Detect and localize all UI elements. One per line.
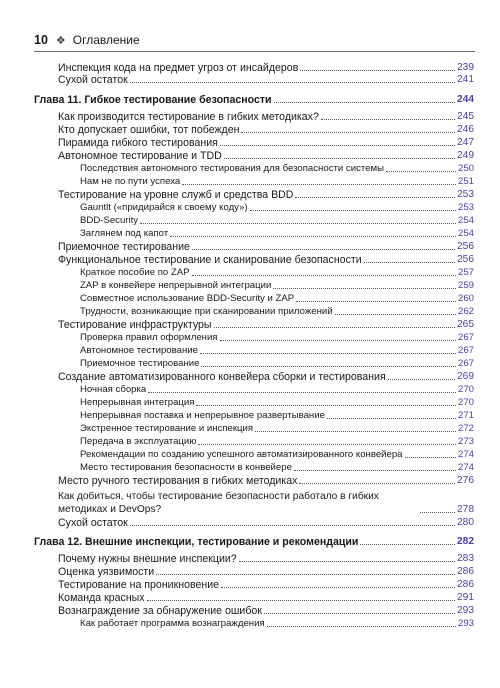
toc-leader-dots: [200, 353, 456, 354]
toc-page-number: 267: [457, 358, 474, 369]
toc-entry: [58, 319, 474, 331]
toc-page-number: 256: [457, 254, 474, 265]
toc-entry-title: Кто допускает ошибки, тот побежден: [58, 124, 240, 136]
toc-entry: [80, 449, 474, 461]
toc-page-number: 260: [457, 293, 474, 304]
toc-leader-dots: [255, 431, 456, 432]
toc-entry-title: Трудности, возникающие при сканировании приложений: [80, 306, 333, 317]
toc-page-number: 250: [457, 163, 474, 174]
toc-entry: [80, 280, 474, 292]
toc-entry-title: Непрерывная интеграция: [80, 397, 195, 408]
toc-page-number: 293: [457, 618, 474, 629]
toc-entry-title: Приемочное тестирование: [58, 241, 190, 253]
toc-leader-dots: [264, 613, 455, 614]
toc-entry-title: Передача в эксплуатацию: [80, 436, 197, 447]
toc-entry: [58, 150, 474, 162]
toc-entry-title: Рекомендации по созданию успешного автоматизированного конвейера: [80, 449, 403, 460]
toc-entry-title: Заглянем под капот: [80, 228, 169, 239]
toc-entry: [80, 358, 474, 370]
toc-entry: [80, 462, 474, 474]
toc-page-number: 270: [457, 397, 474, 408]
toc-leader-dots: [221, 587, 455, 588]
toc-leader-dots: [130, 82, 455, 83]
page-number: 10: [34, 33, 48, 47]
toc-entry-title: BDD-Security: [80, 215, 139, 226]
toc-entry: [80, 176, 474, 188]
toc-entry: [58, 490, 474, 516]
toc-entry: [80, 293, 474, 305]
toc-leader-dots: [388, 379, 455, 380]
toc-page-number: 278: [457, 504, 474, 515]
toc-entry-title: Место ручного тестирования в гибких методиках: [58, 475, 298, 487]
toc-leader-dots: [147, 600, 455, 601]
toc-leader-dots: [300, 70, 455, 71]
toc-page-number: 249: [457, 150, 474, 161]
toc-leader-dots: [220, 340, 456, 341]
toc-page-number: 280: [457, 517, 474, 528]
toc-entry: [80, 332, 474, 344]
toc-page-number: 270: [457, 384, 474, 395]
toc-page-number: 272: [457, 423, 474, 434]
toc-entry: [58, 241, 474, 253]
toc-entry-title: Ночная сборка: [80, 384, 147, 395]
toc-entry: [80, 163, 474, 175]
toc-entry-title: Последствия автономного тестирования для безопасности системы: [80, 163, 384, 174]
toc-page-number: 265: [457, 319, 474, 330]
toc-leader-dots: [241, 132, 455, 133]
running-header: [34, 33, 474, 47]
toc-entry: [80, 202, 474, 214]
toc-entry-title: Автономное тестирование и TDD: [58, 150, 222, 162]
toc-leader-dots: [170, 236, 456, 237]
toc-chapter-entry: [34, 536, 474, 548]
toc-entry-title: Инспекция кода на предмет угроз от инсайдеров: [58, 62, 299, 74]
toc-leader-dots: [201, 366, 456, 367]
toc-page-number: 254: [457, 215, 474, 226]
toc-leader-dots: [294, 470, 456, 471]
toc-entry-title: Пирамида гибкого тестирования: [58, 137, 218, 149]
toc-page-number: 274: [457, 449, 474, 460]
toc-entry-title: Приемочное тестирование: [80, 358, 200, 369]
toc-entry-title: Глава 11. Гибкое тестирование безопасности: [34, 94, 272, 106]
toc-page-number: 286: [457, 579, 474, 590]
toc-leader-dots: [386, 171, 456, 172]
toc-page-number: 246: [457, 124, 474, 135]
toc-entry-title: Тестирование на проникновение: [58, 579, 220, 591]
toc-entry-title: Непрерывная поставка и непрерывное развертывание: [80, 410, 325, 421]
toc-leader-dots: [250, 210, 456, 211]
toc-leader-dots: [148, 392, 456, 393]
toc-leader-dots: [405, 457, 456, 458]
toc-entry: [58, 371, 474, 383]
toc-entry: [58, 74, 474, 86]
toc-page-number: 241: [457, 74, 474, 85]
toc-entry: [80, 306, 474, 318]
toc-entry-title: Глава 12. Внешние инспекции, тестирование и рекомендации: [34, 536, 359, 548]
toc-leader-dots: [299, 483, 455, 484]
toc-entry-title: Создание автоматизированного конвейера сборки и тестирования: [58, 371, 386, 383]
toc-entry: [80, 410, 474, 422]
toc-page-number: 271: [457, 410, 474, 421]
toc-page-number: 247: [457, 137, 474, 148]
toc-page-number: 274: [457, 462, 474, 473]
toc-entry-title: Тестирование на уровне служб и средства BDD: [58, 189, 294, 201]
toc-entry-title: Проверка правил оформления: [80, 332, 218, 343]
toc-page-number: 253: [457, 189, 474, 200]
toc-leader-dots: [182, 184, 456, 185]
toc-leader-dots: [335, 314, 456, 315]
toc-leader-dots: [130, 525, 455, 526]
toc-leader-dots: [267, 626, 456, 627]
toc-entry: [80, 384, 474, 396]
toc-leader-dots: [196, 405, 456, 406]
toc-entry-title: Функциональное тестирование и сканирование безопасности: [58, 254, 362, 266]
toc-leader-dots: [327, 418, 456, 419]
toc-page-number: 286: [457, 566, 474, 577]
toc-entry: [58, 475, 474, 487]
toc-page-number: 283: [457, 553, 474, 564]
toc-page-number: 267: [457, 332, 474, 343]
toc-leader-dots: [220, 145, 455, 146]
toc-entry-title: Сухой остаток: [58, 517, 128, 529]
toc-entry: [80, 423, 474, 435]
toc-page-number: 282: [457, 536, 474, 547]
toc-entry-title: Gauntlt («придирайся к своему коду»): [80, 202, 248, 213]
toc-entry-title: Как производится тестирование в гибких методиках?: [58, 111, 319, 123]
toc-page-number: 256: [457, 241, 474, 252]
toc-page-number: 251: [457, 176, 474, 187]
toc-page-number: 267: [457, 345, 474, 356]
toc-page-number: 269: [457, 371, 474, 382]
toc-entry: [58, 62, 474, 74]
toc-leader-dots: [295, 197, 455, 198]
toc-entry-title: Краткое пособие по ZAP: [80, 267, 190, 278]
toc-entry-title: Оценка уязвимости: [58, 566, 155, 578]
toc-entry: [58, 553, 474, 565]
toc-entry: [58, 579, 474, 591]
toc-entry-title: Сухой остаток: [58, 74, 128, 86]
toc-page-number: 257: [457, 267, 474, 278]
toc-leader-dots: [420, 512, 455, 513]
toc-page-number: 291: [457, 592, 474, 603]
toc-entry: [58, 517, 474, 529]
toc-entry: [80, 436, 474, 448]
ornament-icon: ❖: [55, 34, 66, 47]
toc-leader-dots: [198, 444, 456, 445]
toc-entry-title: Автономное тестирование: [80, 345, 198, 356]
toc-entry-title: Экстренное тестирование и инспекция: [80, 423, 254, 434]
toc-leader-dots: [364, 262, 455, 263]
toc-entry-title: Как добиться, чтобы тестирование безопасности работало в гибких методиках и DevOps?: [58, 491, 379, 515]
toc-entry-title: Как работает программа вознаграждения: [80, 618, 265, 629]
toc-entry: [58, 605, 474, 617]
toc-entry-title: Место тестирования безопасности в конвейере: [80, 462, 292, 473]
toc-leader-dots: [224, 158, 455, 159]
toc-leader-dots: [192, 249, 455, 250]
toc-entry: [80, 215, 474, 227]
toc-entry: [58, 254, 474, 266]
toc-entry-title: Тестирование инфраструктуры: [58, 319, 212, 331]
toc-leader-dots: [273, 288, 456, 289]
toc-entry-title: Совместное использование BDD-Security и ZAP: [80, 293, 295, 304]
toc-entry: [80, 228, 474, 240]
toc-page-number: 254: [457, 228, 474, 239]
toc-page-number: 253: [457, 202, 474, 213]
toc-leader-dots: [214, 327, 455, 328]
toc-leader-dots: [360, 544, 455, 545]
toc-entry-title: Почему нужны внешние инспекции?: [58, 553, 237, 565]
toc-entry-title: Вознаграждение за обнаружение ошибок: [58, 605, 262, 617]
toc-page-number: 293: [457, 605, 474, 616]
toc-entry: [80, 397, 474, 409]
toc-leader-dots: [140, 223, 456, 224]
toc-leader-dots: [274, 102, 455, 103]
toc-leader-dots: [239, 561, 455, 562]
toc-entry: [80, 345, 474, 357]
toc-entry: [58, 111, 474, 123]
toc-leader-dots: [192, 275, 456, 276]
toc-leader-dots: [321, 119, 455, 120]
toc-entry-title: ZAP в конвейере непрерывной интеграции: [80, 280, 272, 291]
toc-page-number: 245: [457, 111, 474, 122]
toc-page-number: 244: [457, 94, 474, 105]
toc-entry: [58, 189, 474, 201]
toc-chapter-entry: [34, 94, 474, 106]
toc-page-number: 273: [457, 436, 474, 447]
running-title: Оглавление: [72, 33, 140, 47]
toc-page-number: 259: [457, 280, 474, 291]
toc-leader-dots: [156, 574, 455, 575]
header-rule: [34, 51, 475, 52]
toc-entry-title: Команда красных: [58, 592, 145, 604]
toc-page-number: 239: [457, 62, 474, 73]
toc-page-number: 276: [457, 475, 474, 486]
toc-entry: [58, 124, 474, 136]
toc-page-number: 262: [457, 306, 474, 317]
toc-entry: [58, 137, 474, 149]
toc-entry: [80, 267, 474, 279]
toc-leader-dots: [296, 301, 456, 302]
toc-entry: [58, 566, 474, 578]
toc-entry: [58, 592, 474, 604]
toc-entry-title: Нам не по пути успеха: [80, 176, 181, 187]
toc-entry: [80, 618, 474, 630]
